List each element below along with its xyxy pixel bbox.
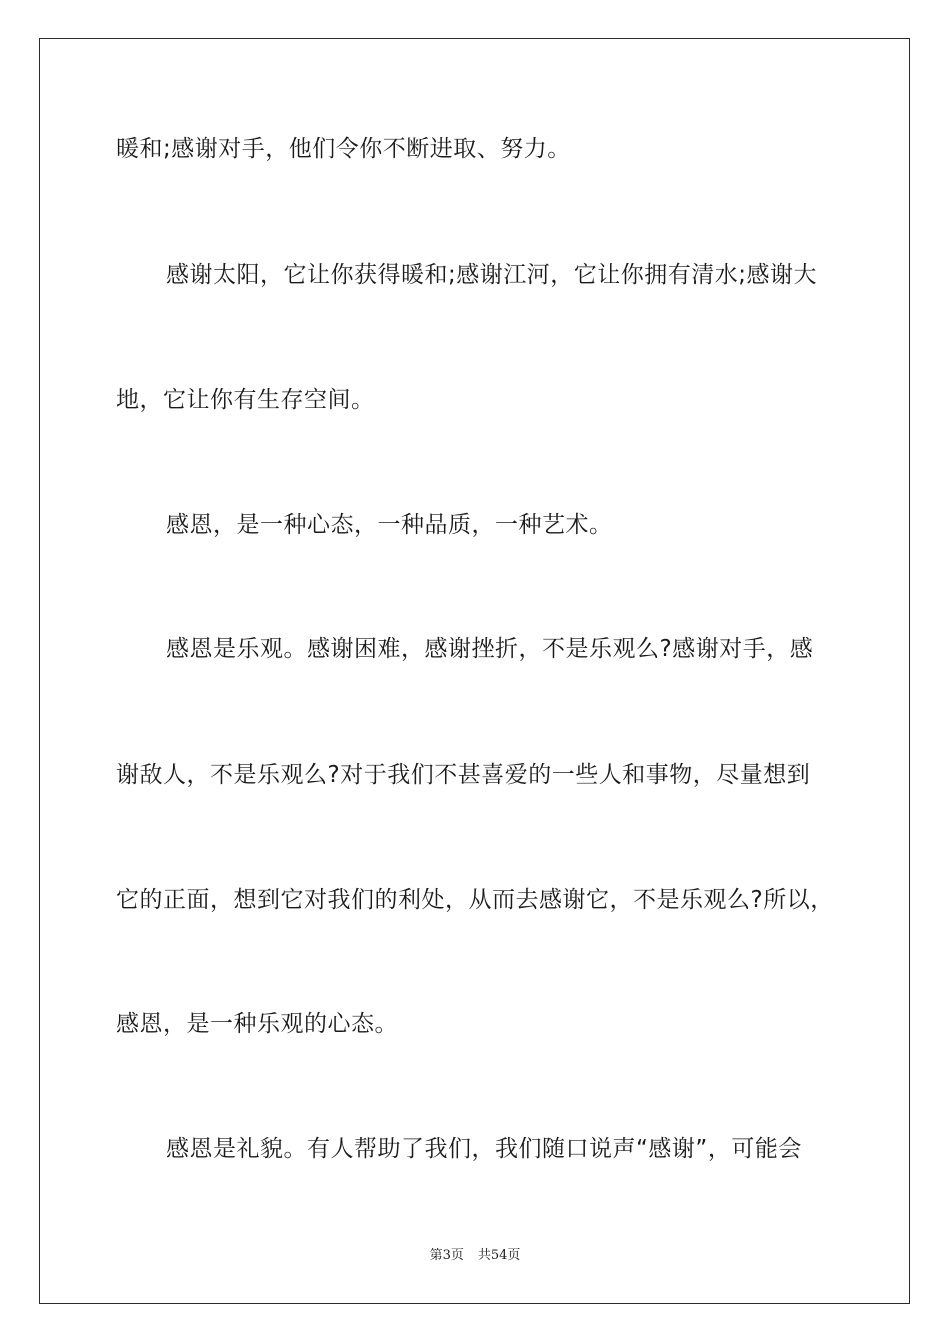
text-line-6: 谢敌人，不是乐观么?对于我们不甚喜爱的一些人和事物，尽量想到 [116, 762, 811, 788]
page-footer [0, 1247, 950, 1265]
text-line-2: 感谢太阳，它让你获得暖和;感谢江河，它让你拥有清水;感谢大 [166, 262, 817, 288]
text-line-9: 感恩是礼貌。有人帮助了我们，我们随口说声“感谢”，可能会 [166, 1136, 802, 1162]
text-line-1: 暖和;感谢对手，他们令你不断进取、努力。 [116, 136, 571, 162]
text-line-3: 地，它让你有生存空间。 [116, 387, 375, 413]
page-number: 第3页 [429, 1248, 464, 1263]
text-line-5: 感恩是乐观。感谢困难，感谢挫折，不是乐观么?感谢对手，感 [166, 636, 814, 662]
page-total: 共54页 [477, 1248, 521, 1263]
text-line-4: 感恩，是一种心态，一种品质，一种艺术。 [166, 512, 613, 538]
page-border [39, 38, 910, 1304]
text-line-7: 它的正面，想到它对我们的利处，从而去感谢它，不是乐观么?所以， [116, 887, 834, 913]
text-line-8: 感恩，是一种乐观的心态。 [116, 1011, 398, 1037]
